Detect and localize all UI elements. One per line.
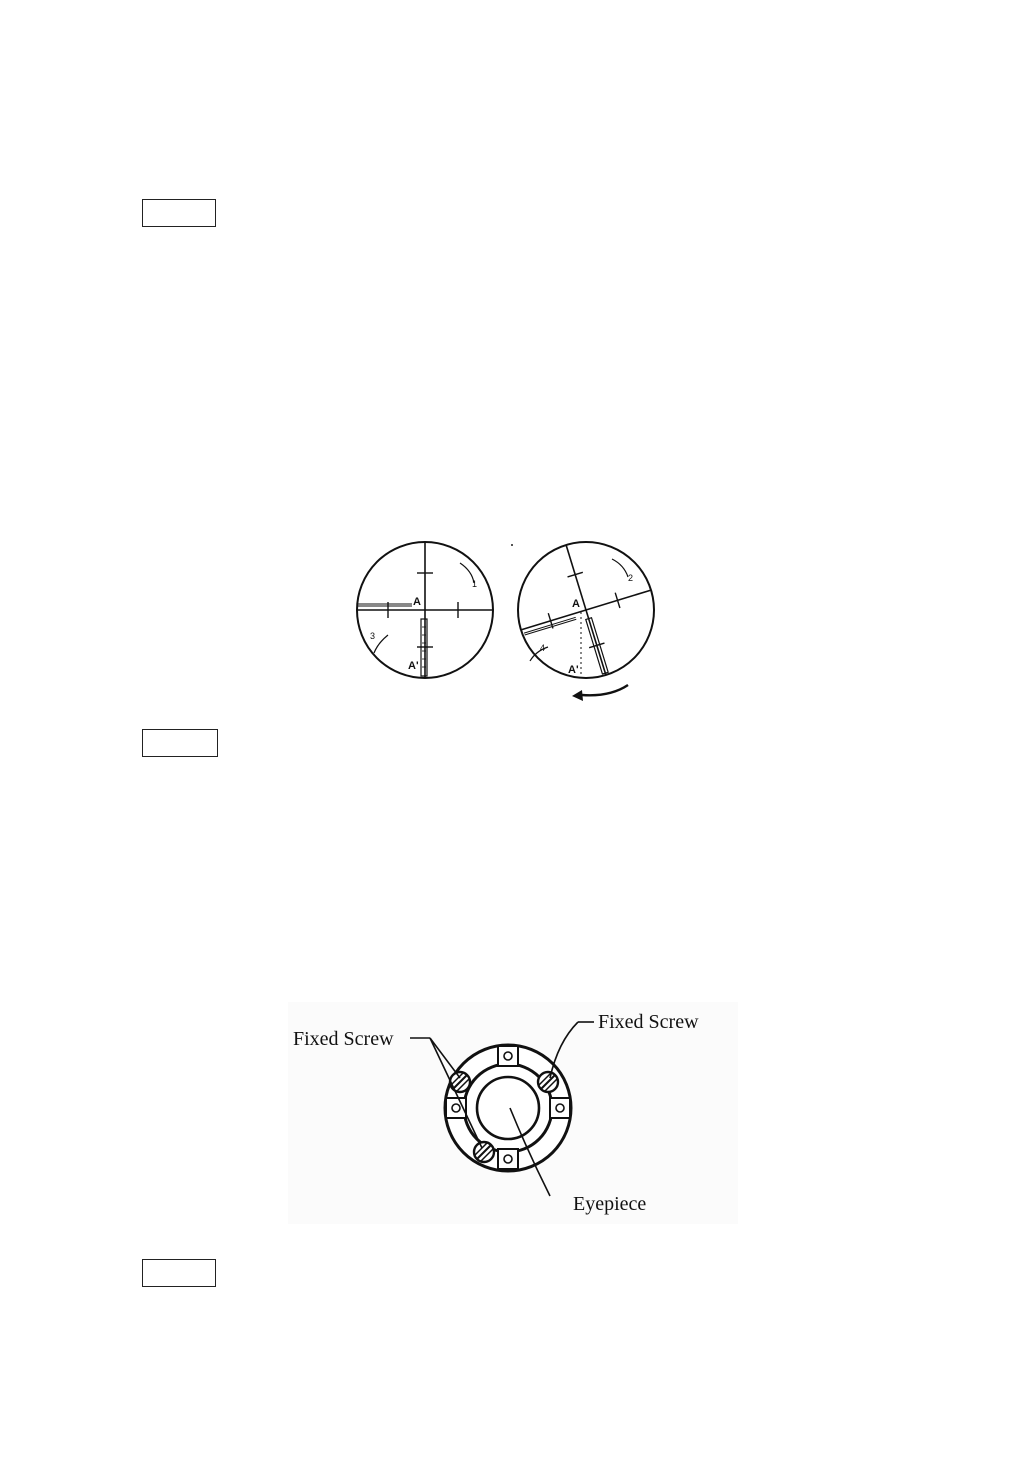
fixed-screw-lower-left bbox=[474, 1142, 494, 1162]
reticle-adjustment-figure bbox=[350, 535, 670, 705]
point-label: A' bbox=[568, 664, 579, 676]
arrow-label: 1 bbox=[472, 579, 478, 589]
point-label: A bbox=[572, 598, 580, 610]
eyepiece-screws-figure bbox=[288, 1002, 738, 1224]
reticle-circle-before bbox=[357, 542, 493, 678]
reticle-circle-after bbox=[501, 535, 670, 701]
fixed-screw-upper-left bbox=[450, 1072, 470, 1092]
note-box bbox=[142, 1259, 216, 1287]
fixed-screw-label-right: Fixed Screw bbox=[598, 1011, 699, 1033]
note-box bbox=[142, 199, 216, 227]
point-label: A bbox=[413, 596, 421, 608]
arrow-label: 3 bbox=[370, 631, 376, 641]
point-label: A' bbox=[408, 660, 419, 672]
note-box bbox=[142, 729, 218, 757]
eyepiece-label: Eyepiece bbox=[573, 1193, 647, 1215]
fixed-screw-right bbox=[538, 1072, 558, 1092]
arrow-label: 4 bbox=[540, 643, 546, 653]
fixed-screw-label-left: Fixed Screw bbox=[293, 1028, 394, 1050]
arrow-label: 2 bbox=[628, 573, 634, 583]
